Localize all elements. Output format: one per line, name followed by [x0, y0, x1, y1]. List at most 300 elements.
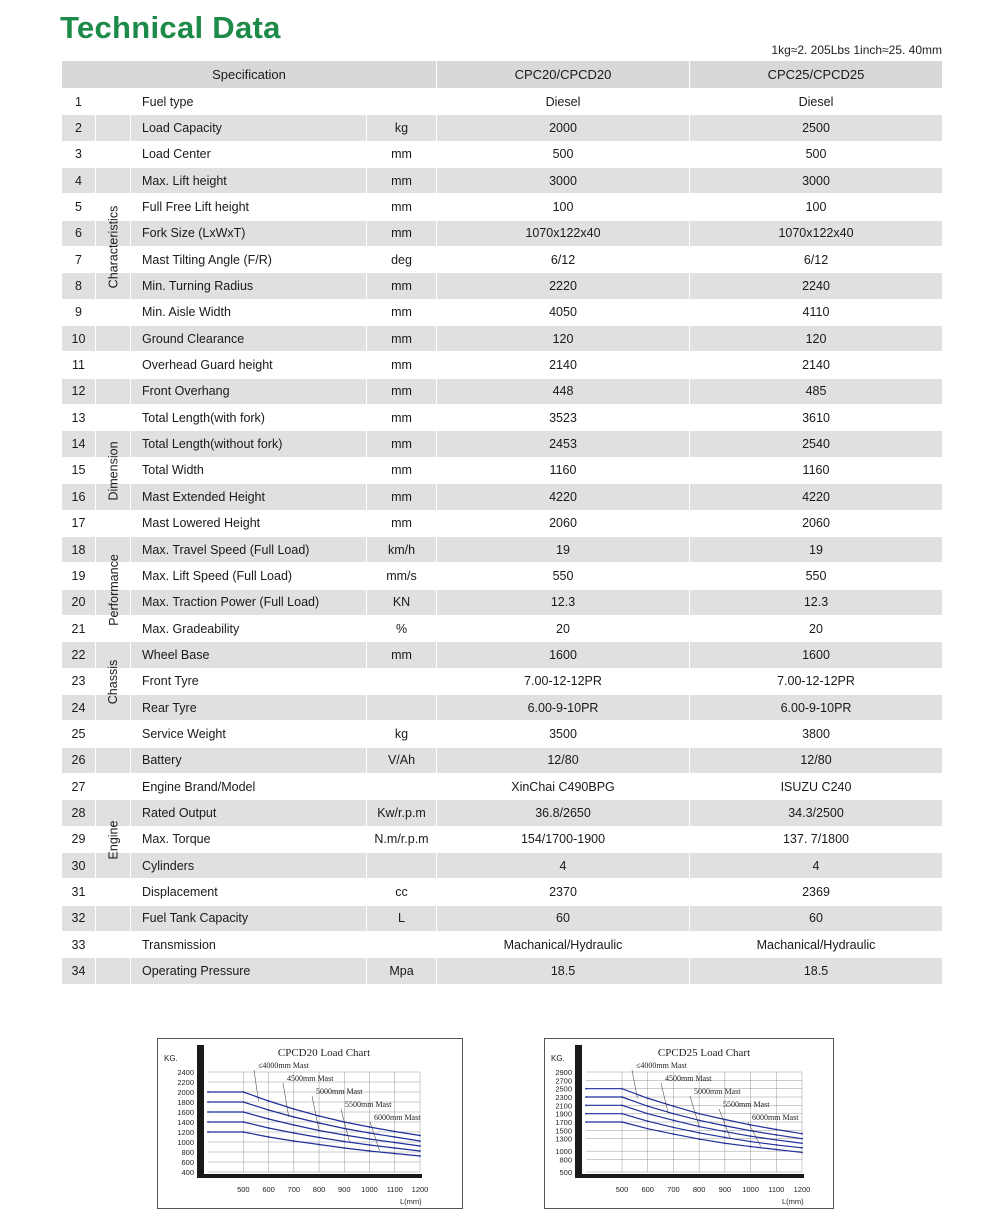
spec-unit: [367, 853, 437, 878]
spec-value-model-1: 6/12: [437, 247, 690, 272]
y-tick-label: 600: [181, 1158, 194, 1167]
spec-unit: mm: [367, 352, 437, 377]
spec-name: Battery: [131, 748, 367, 773]
spec-name: Max. Lift height: [131, 168, 367, 193]
row-number: 21: [62, 616, 96, 641]
table-row: [62, 695, 942, 721]
table-body: [62, 89, 942, 985]
table-row: [62, 827, 942, 853]
spec-value-model-1: 2453: [437, 431, 690, 456]
row-number: 8: [62, 273, 96, 298]
spec-value-model-2: 60: [809, 911, 823, 926]
table-row: [62, 932, 942, 958]
spec-name: Total Length(without fork): [131, 431, 367, 456]
row-number: 33: [62, 932, 96, 957]
group-label-text: Characteristics: [106, 205, 121, 289]
series-point: [293, 1124, 295, 1126]
y-tick-label: 1500: [555, 1126, 572, 1136]
spec-value-model-1: 20: [437, 616, 690, 641]
spec-value-model-2: 1160: [802, 463, 830, 478]
row-number: 13: [62, 405, 96, 430]
row-number: 20: [62, 590, 96, 615]
spec-name: Mast Tilting Angle (F/R): [131, 247, 367, 272]
y-tick-label: 1800: [177, 1098, 194, 1107]
row-number: 12: [62, 379, 96, 404]
spec-name: Mast Lowered Height: [131, 511, 367, 536]
series-point: [724, 1131, 726, 1133]
y-tick-label: 1400: [177, 1118, 194, 1127]
series-label: 6000mm Mast: [374, 1113, 421, 1122]
spec-value-model-1: 1070x122x40: [437, 221, 690, 246]
spec-value-model-2: 4: [812, 858, 820, 873]
spec-table: [62, 61, 942, 985]
table-row: [62, 669, 942, 695]
spec-value-model-1: 60: [437, 906, 690, 931]
series-point: [207, 1131, 209, 1133]
spec-value-model-2: 100: [805, 200, 827, 215]
spec-name: Transmission: [131, 932, 367, 957]
spec-name: Engine Brand/Model: [131, 774, 367, 799]
series-point: [293, 1140, 295, 1142]
series-point: [293, 1108, 295, 1110]
spec-value-model-1: 120: [437, 326, 690, 351]
spec-unit: L: [367, 906, 437, 931]
series-point: [585, 1113, 587, 1115]
spec-value-model-2: 500: [805, 147, 827, 162]
series-point: [673, 1113, 675, 1115]
chart-title: CPCD25 Load Chart: [657, 1047, 751, 1059]
series-point: [394, 1153, 396, 1155]
spec-unit: mm: [367, 142, 437, 167]
spec-name: Cylinders: [131, 853, 367, 878]
series-point: [369, 1150, 371, 1152]
spec-value-model-2: 12/80: [800, 753, 832, 768]
row-number: 29: [62, 827, 96, 852]
series-point: [369, 1138, 371, 1140]
spec-unit: Kw/r.p.m: [367, 800, 437, 825]
series-point: [419, 1150, 421, 1152]
spec-value-model-1: 1600: [437, 642, 690, 667]
spec-value-model-2: 120: [805, 331, 827, 346]
spec-name: Fork Size (LxWxT): [131, 221, 367, 246]
spec-name: Wheel Base: [131, 642, 367, 667]
series-point: [207, 1111, 209, 1113]
spec-value-model-1: 154/1700-1900: [437, 827, 690, 852]
spec-value-model-1: 4050: [437, 300, 690, 325]
spec-unit: KN: [367, 590, 437, 615]
spec-unit: mm: [367, 642, 437, 667]
x-tick-label: 500: [237, 1185, 250, 1194]
row-number: 7: [62, 247, 96, 272]
y-tick-label: 1600: [177, 1108, 194, 1117]
spec-value-model-1: 2140: [437, 352, 690, 377]
series-point: [673, 1119, 675, 1121]
spec-value-model-1: XinChai C490BPG: [437, 774, 690, 799]
table-row: [62, 748, 942, 774]
table-row: [62, 168, 942, 194]
series-point: [724, 1119, 726, 1121]
table-row: [62, 379, 942, 405]
row-number: 6: [62, 221, 96, 246]
spec-name: Total Width: [131, 458, 367, 483]
spec-value-model-1: 36.8/2650: [437, 800, 690, 825]
spec-name: Front Overhang: [131, 379, 367, 404]
load-chart-cpcd20-svg: [158, 1039, 462, 1208]
series-leader-line: [341, 1109, 349, 1142]
header-specification: Specification: [62, 61, 437, 88]
x-tick-label: 1100: [768, 1185, 785, 1194]
row-number: 23: [62, 669, 96, 694]
spec-name: Fuel Tank Capacity: [131, 906, 367, 931]
table-row: [62, 800, 942, 826]
series-point: [293, 1116, 295, 1118]
y-tick-label: 400: [181, 1168, 194, 1177]
y-tick-label: 1000: [555, 1147, 572, 1157]
spec-value-model-2: 34.3/2500: [788, 805, 844, 820]
series-point: [242, 1121, 244, 1123]
x-tick-label: 1200: [411, 1185, 429, 1194]
series-point: [647, 1120, 649, 1122]
x-tick-label: 700: [667, 1185, 680, 1194]
spec-value-model-1: 3523: [437, 405, 690, 430]
table-row: [62, 431, 942, 457]
spec-unit: mm: [367, 431, 437, 456]
series-point: [621, 1104, 623, 1106]
y-tick-label: 2000: [177, 1088, 194, 1097]
spec-name: Mast Extended Height: [131, 484, 367, 509]
series-point: [724, 1142, 726, 1144]
series-point: [775, 1149, 777, 1151]
spec-value-model-2: 2500: [802, 121, 830, 136]
spec-unit: [367, 89, 437, 114]
y-axis-label: KG.: [164, 1054, 178, 1063]
table-row: [62, 616, 942, 642]
series-point: [801, 1142, 803, 1144]
spec-value-model-2: 550: [805, 568, 827, 583]
row-number: 11: [62, 352, 96, 377]
y-tick-label: 1700: [555, 1118, 572, 1127]
row-number: 18: [62, 537, 96, 562]
series-point: [394, 1131, 396, 1133]
series-point: [647, 1105, 649, 1107]
row-number: 31: [62, 879, 96, 904]
series-point: [419, 1140, 421, 1142]
series-point: [750, 1146, 752, 1148]
spec-name: Min. Turning Radius: [131, 273, 367, 298]
spec-unit: deg: [367, 247, 437, 272]
series-point: [242, 1111, 244, 1113]
series-point: [343, 1141, 345, 1143]
x-tick-label: 800: [312, 1185, 326, 1194]
spec-unit: mm: [367, 511, 437, 536]
spec-name: Max. Gradeability: [131, 616, 367, 641]
spec-unit: [367, 669, 437, 694]
y-tick-label: 1900: [555, 1109, 572, 1119]
series-point: [394, 1136, 396, 1138]
row-number: 34: [62, 958, 96, 983]
series-point: [318, 1122, 320, 1124]
series-point: [419, 1155, 421, 1157]
spec-unit: mm: [367, 458, 437, 483]
spec-unit: mm: [367, 168, 437, 193]
spec-unit: N.m/r.p.m: [367, 827, 437, 852]
series-point: [750, 1141, 752, 1143]
y-tick-label: 800: [181, 1148, 194, 1157]
spec-unit: Mpa: [367, 958, 437, 983]
spec-value-model-2: Machanical/Hydraulic: [756, 937, 876, 952]
series-point: [698, 1138, 700, 1140]
spec-name: Service Weight: [131, 721, 367, 746]
spec-value-model-1: Diesel: [437, 89, 690, 114]
x-tick-label: 1000: [361, 1185, 378, 1194]
series-point: [621, 1088, 623, 1090]
spec-value-model-1: 7.00-12-12PR: [437, 669, 690, 694]
spec-value-model-1: 3000: [437, 168, 690, 193]
series-label: 6000mm Mast: [752, 1113, 799, 1122]
table-row: [62, 273, 942, 299]
y-tick-label: 2700: [555, 1076, 572, 1086]
series-point: [801, 1152, 803, 1154]
row-number: 1: [62, 89, 96, 114]
spec-value-model-2: 4110: [802, 305, 830, 320]
series-point: [394, 1142, 396, 1144]
series-point: [369, 1132, 371, 1134]
spec-name: Fuel type: [131, 89, 367, 114]
series-point: [673, 1133, 675, 1135]
spec-value-model-2: 3610: [802, 410, 830, 425]
table-row: [62, 89, 942, 115]
series-label: 5000mm Mast: [694, 1087, 741, 1096]
spec-name: Full Free Lift height: [131, 194, 367, 219]
series-point: [268, 1109, 270, 1111]
series-point: [673, 1105, 675, 1107]
x-tick-label: 1000: [742, 1185, 759, 1194]
load-chart-cpcd25-svg: [545, 1039, 833, 1208]
spec-unit: mm: [367, 194, 437, 219]
row-number: 5: [62, 194, 96, 219]
x-tick-label: 900: [338, 1185, 351, 1194]
table-row: [62, 352, 942, 378]
series-point: [775, 1134, 777, 1136]
y-tick-label: 2100: [555, 1101, 572, 1111]
series-point: [242, 1131, 244, 1133]
row-number: 30: [62, 853, 96, 878]
spec-value-model-2: 485: [805, 384, 827, 399]
spec-unit: %: [367, 616, 437, 641]
table-row: [62, 405, 942, 431]
series-point: [343, 1134, 345, 1136]
y-axis-label: KG.: [551, 1054, 565, 1063]
row-number: 26: [62, 748, 96, 773]
spec-value-model-1: 448: [437, 379, 690, 404]
row-number: 32: [62, 906, 96, 931]
table-row: [62, 906, 942, 932]
series-label: 5500mm Mast: [723, 1100, 770, 1109]
row-number: 22: [62, 642, 96, 667]
table-row: [62, 326, 942, 352]
spec-value-model-2: 12.3: [803, 595, 829, 610]
spec-name: Operating Pressure: [131, 958, 367, 983]
spec-value-model-1: 550: [437, 563, 690, 588]
series-label: 5000mm Mast: [316, 1087, 363, 1096]
spec-name: Overhead Guard height: [131, 352, 367, 377]
spec-name: Displacement: [131, 879, 367, 904]
table-row: [62, 879, 942, 905]
spec-name: Total Length(with fork): [131, 405, 367, 430]
series-label: 4500mm Mast: [665, 1074, 712, 1083]
series-point: [242, 1101, 244, 1103]
x-tick-label: 700: [287, 1185, 301, 1194]
row-group-cell: [96, 906, 131, 931]
x-tick-label: 600: [262, 1185, 275, 1194]
series-point: [318, 1144, 320, 1146]
spec-name: Max. Torque: [131, 827, 367, 852]
row-group-cell: [96, 958, 131, 983]
group-label-text: Performance: [106, 553, 121, 626]
series-point: [343, 1147, 345, 1149]
row-number: 25: [62, 721, 96, 746]
row-number: 10: [62, 326, 96, 351]
y-tick-label: 2300: [555, 1093, 572, 1102]
y-tick-label: 2500: [555, 1084, 572, 1094]
spec-value-model-1: 12.3: [437, 590, 690, 615]
series-point: [698, 1113, 700, 1115]
table-row: [62, 300, 942, 326]
series-leader-line: [370, 1122, 380, 1151]
spec-name: Front Tyre: [131, 669, 367, 694]
spec-value-model-1: Machanical/Hydraulic: [437, 932, 690, 957]
series-label: ≤4000mm Mast: [636, 1061, 687, 1070]
series-point: [207, 1091, 209, 1093]
series-point: [775, 1129, 777, 1131]
spec-value-model-2: 6/12: [803, 252, 829, 267]
row-group-cell: [96, 721, 131, 746]
spec-value-model-2: 6.00-9-10PR: [780, 700, 852, 715]
series-label: ≤4000mm Mast: [258, 1061, 309, 1070]
series-point: [621, 1113, 623, 1115]
spec-value-model-2: 4220: [802, 489, 830, 504]
series-point: [207, 1121, 209, 1123]
series-point: [647, 1128, 649, 1130]
table-row: [62, 194, 942, 220]
row-number: 4: [62, 168, 96, 193]
fork-mast-silhouette: [575, 1045, 804, 1178]
spec-unit: mm: [367, 326, 437, 351]
series-point: [585, 1096, 587, 1098]
series-point: [268, 1127, 270, 1129]
row-group-cell: [96, 932, 131, 957]
series-point: [369, 1126, 371, 1128]
row-number: 19: [62, 563, 96, 588]
spec-value-model-1: 100: [437, 194, 690, 219]
series-line: [586, 1122, 802, 1152]
spec-value-model-1: 2220: [437, 273, 690, 298]
spec-unit: kg: [367, 721, 437, 746]
x-tick-label: 800: [692, 1185, 706, 1194]
row-number: 2: [62, 115, 96, 140]
table-row: [62, 853, 942, 879]
series-point: [647, 1113, 649, 1115]
spec-value-model-1: 6.00-9-10PR: [437, 695, 690, 720]
spec-value-model-1: 500: [437, 142, 690, 167]
x-tick-label: 600: [641, 1185, 654, 1194]
spec-value-model-2: 19: [809, 542, 823, 557]
spec-unit: [367, 695, 437, 720]
series-point: [242, 1091, 244, 1093]
spec-value-model-1: 1160: [437, 458, 690, 483]
table-row: [62, 511, 942, 537]
group-label-engine: [96, 774, 131, 906]
row-number: 9: [62, 300, 96, 325]
spec-name: Max. Travel Speed (Full Load): [131, 537, 367, 562]
spec-unit: [367, 774, 437, 799]
group-label-dimension: [96, 405, 131, 537]
spec-unit: mm: [367, 379, 437, 404]
load-chart-cpcd25: [544, 1038, 834, 1209]
series-label: 4500mm Mast: [287, 1074, 334, 1083]
series-point: [724, 1137, 726, 1139]
series-leader-line: [312, 1096, 319, 1131]
y-tick-label: 1300: [555, 1134, 572, 1144]
spec-value-model-1: 3500: [437, 721, 690, 746]
series-point: [621, 1121, 623, 1123]
spec-value-model-2: 18.5: [803, 964, 829, 979]
x-axis-label: L(mm): [400, 1197, 422, 1206]
group-label-chassis: [96, 642, 131, 721]
series-leader-line: [661, 1083, 668, 1114]
spec-unit: mm: [367, 273, 437, 298]
table-row: [62, 221, 942, 247]
y-tick-label: 1000: [177, 1138, 194, 1147]
series-point: [775, 1144, 777, 1146]
unit-conversion-note: 1kg≈2. 205Lbs 1inch≈25. 40mm: [771, 43, 942, 57]
series-point: [293, 1132, 295, 1134]
spec-value-model-2: 2540: [802, 437, 830, 452]
series-point: [801, 1147, 803, 1149]
row-number: 17: [62, 511, 96, 536]
series-point: [750, 1130, 752, 1132]
group-label-text: Engine: [106, 820, 121, 860]
spec-value-model-2: 3000: [802, 173, 830, 188]
x-axis-label: L(mm): [782, 1197, 804, 1206]
spec-value-model-1: 2370: [437, 879, 690, 904]
table-row: [62, 958, 942, 984]
spec-value-model-1: 18.5: [437, 958, 690, 983]
table-row: [62, 721, 942, 747]
table-row: [62, 642, 942, 668]
spec-unit: kg: [367, 115, 437, 140]
series-point: [419, 1145, 421, 1147]
table-row: [62, 247, 942, 273]
table-row: [62, 590, 942, 616]
row-number: 24: [62, 695, 96, 720]
header-model-1: CPC20/CPCD20: [437, 61, 690, 88]
spec-value-model-2: 20: [809, 621, 823, 636]
group-label-performance: [96, 537, 131, 642]
spec-value-model-2: ISUZU C240: [780, 779, 852, 794]
spec-unit: cc: [367, 879, 437, 904]
row-number: 28: [62, 800, 96, 825]
spec-unit: mm: [367, 405, 437, 430]
table-row: [62, 142, 942, 168]
series-point: [207, 1101, 209, 1103]
row-number: 14: [62, 431, 96, 456]
series-point: [369, 1144, 371, 1146]
spec-name: Rear Tyre: [131, 695, 367, 720]
series-point: [268, 1100, 270, 1102]
row-group-cell: [96, 748, 131, 773]
spec-value-model-2: Diesel: [798, 94, 834, 109]
